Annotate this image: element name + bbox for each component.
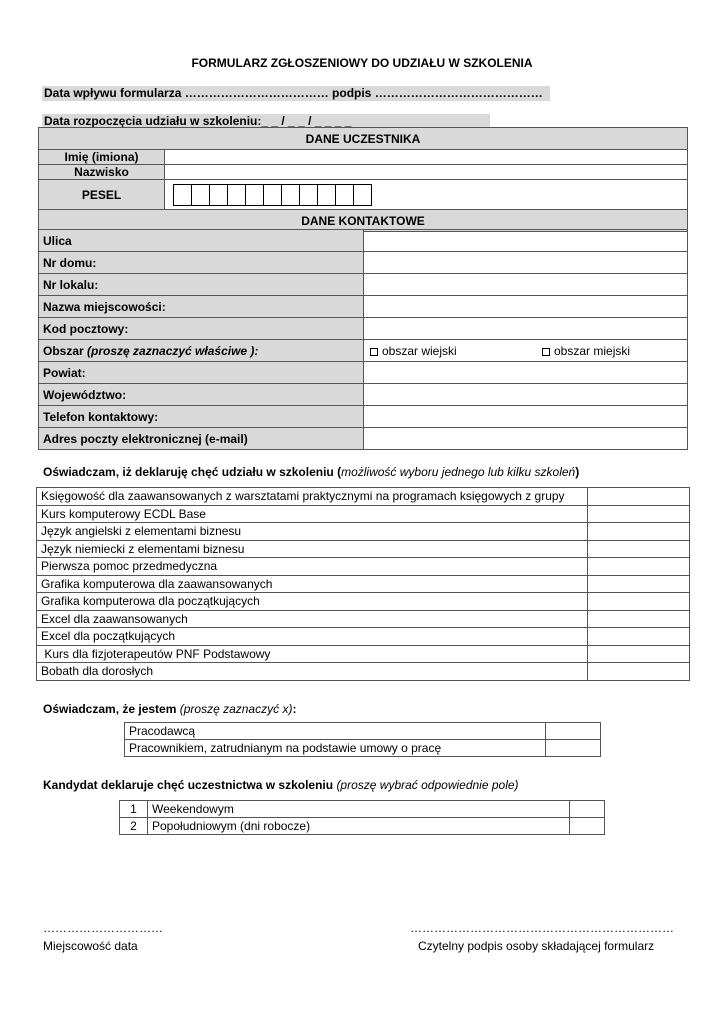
- course-label: Język angielski z elementami biznesu: [37, 523, 588, 541]
- course-checkbox[interactable]: [588, 505, 690, 523]
- contact-label: Adres poczty elektronicznej (e-mail): [39, 428, 364, 450]
- option-label: Weekendowym: [148, 801, 570, 818]
- courses-table: [36, 487, 690, 681]
- contact-field[interactable]: [364, 230, 688, 252]
- option-number: 2: [120, 818, 148, 835]
- pesel-digit-box[interactable]: [245, 184, 264, 206]
- checkbox-icon[interactable]: [542, 348, 550, 356]
- status-option-label: Pracodawcą: [125, 723, 546, 740]
- place-date-label: Miejscowość data: [43, 939, 138, 953]
- pesel-digit-box[interactable]: [299, 184, 318, 206]
- area-label: Obszar (proszę zaznaczyć właściwe ):: [39, 340, 364, 362]
- contact-label: Nr domu:: [39, 252, 364, 274]
- contact-field[interactable]: [364, 296, 688, 318]
- contact-label: Ulica: [39, 230, 364, 252]
- status-option-label: Pracownikiem, zatrudnianym na podstawie umowy o pracę: [125, 740, 546, 757]
- form-title: FORMULARZ ZGŁOSZENIOWY DO UDZIAŁU W SZKOLENIA: [191, 56, 533, 70]
- course-checkbox[interactable]: [588, 610, 690, 628]
- contact-field[interactable]: [364, 318, 688, 340]
- participant-header: DANE UCZESTNIKA: [39, 128, 688, 150]
- intake-date-line: Data wpływu formularza ……………………………… podpis ……………………………………: [42, 86, 550, 101]
- status-heading: Oświadczam, że jestem (proszę zaznaczyć x):: [43, 702, 297, 716]
- pesel-field[interactable]: [165, 180, 688, 210]
- option-checkbox[interactable]: [570, 818, 605, 835]
- contact-label: Nazwa miejscowości:: [39, 296, 364, 318]
- contact-field[interactable]: [364, 384, 688, 406]
- training-heading: Oświadczam, iż deklaruję chęć udziału w szkoleniu (możliwość wyboru jednego lub kilku szkoleń): [43, 465, 580, 479]
- contact-field[interactable]: [364, 362, 688, 384]
- pesel-digit-box[interactable]: [263, 184, 282, 206]
- contact-field[interactable]: [364, 252, 688, 274]
- course-checkbox[interactable]: [588, 558, 690, 576]
- course-label: Pierwsza pomoc przedmedyczna: [37, 558, 588, 576]
- course-checkbox[interactable]: [588, 628, 690, 646]
- course-checkbox[interactable]: [588, 663, 690, 681]
- first-name-field[interactable]: [165, 150, 688, 165]
- contact-label: Powiat:: [39, 362, 364, 384]
- area-rural-option[interactable]: obszar wiejski: [370, 344, 457, 358]
- course-checkbox[interactable]: [588, 575, 690, 593]
- option-checkbox[interactable]: [570, 801, 605, 818]
- participation-table: [119, 800, 605, 835]
- contact-label: Nr lokalu:: [39, 274, 364, 296]
- course-label: Kurs komputerowy ECDL Base: [37, 505, 588, 523]
- contact-field[interactable]: [364, 274, 688, 296]
- course-label: Kurs dla fizjoterapeutów PNF Podstawowy: [37, 645, 588, 663]
- course-label: Księgowość dla zaawansowanych z warsztatami praktycznymi na programach księgowych z grupy: [37, 488, 588, 506]
- option-number: 1: [120, 801, 148, 818]
- course-checkbox[interactable]: [588, 593, 690, 611]
- course-label: Excel dla zaawansowanych: [37, 610, 588, 628]
- pesel-digit-box[interactable]: [317, 184, 336, 206]
- course-label: Język niemiecki z elementami biznesu: [37, 540, 588, 558]
- pesel-digit-box[interactable]: [353, 184, 372, 206]
- signature-dots: …………………………………………………………: [410, 921, 674, 935]
- start-date-line: Data rozpoczęcia udziału w szkoleniu:_ _ / _ _ / _ _ _ _: [42, 114, 490, 128]
- last-name-label: Nazwisko: [39, 165, 165, 180]
- pesel-digit-box[interactable]: [227, 184, 246, 206]
- option-label: Popołudniowym (dni robocze): [148, 818, 570, 835]
- course-label: Bobath dla dorosłych: [37, 663, 588, 681]
- status-checkbox[interactable]: [546, 723, 601, 740]
- contact-label: Telefon kontaktowy:: [39, 406, 364, 428]
- signature-label: Czytelny podpis osoby składającej formularz: [418, 939, 655, 953]
- place-date-dots: …………………………: [43, 921, 163, 935]
- course-checkbox[interactable]: [588, 488, 690, 506]
- contact-field[interactable]: [364, 428, 688, 450]
- course-label: Grafika komputerowa dla początkujących: [37, 593, 588, 611]
- course-checkbox[interactable]: [588, 645, 690, 663]
- status-table: [124, 722, 601, 757]
- course-checkbox[interactable]: [588, 523, 690, 541]
- contact-field[interactable]: [364, 406, 688, 428]
- area-options: [364, 340, 688, 362]
- contact-label: Województwo:: [39, 384, 364, 406]
- pesel-digit-box[interactable]: [209, 184, 228, 206]
- first-name-label: Imię (imiona): [39, 150, 165, 165]
- contact-table: [38, 229, 688, 450]
- participation-heading: Kandydat deklaruje chęć uczestnictwa w szkoleniu (proszę wybrać odpowiednie pole): [43, 778, 519, 792]
- pesel-digit-box[interactable]: [335, 184, 354, 206]
- area-urban-option[interactable]: obszar miejski: [542, 344, 630, 358]
- contact-label: Kod pocztowy:: [39, 318, 364, 340]
- course-label: Grafika komputerowa dla zaawansowanych: [37, 575, 588, 593]
- last-name-field[interactable]: [165, 165, 688, 180]
- pesel-digit-box[interactable]: [281, 184, 300, 206]
- pesel-digit-box[interactable]: [191, 184, 210, 206]
- checkbox-icon[interactable]: [370, 348, 378, 356]
- course-checkbox[interactable]: [588, 540, 690, 558]
- contact-header: DANE KONTAKTOWE: [39, 210, 688, 232]
- pesel-label: PESEL: [39, 180, 165, 210]
- course-label: Excel dla początkujących: [37, 628, 588, 646]
- participant-table: [38, 127, 688, 232]
- pesel-digit-box[interactable]: [173, 184, 192, 206]
- status-checkbox[interactable]: [546, 740, 601, 757]
